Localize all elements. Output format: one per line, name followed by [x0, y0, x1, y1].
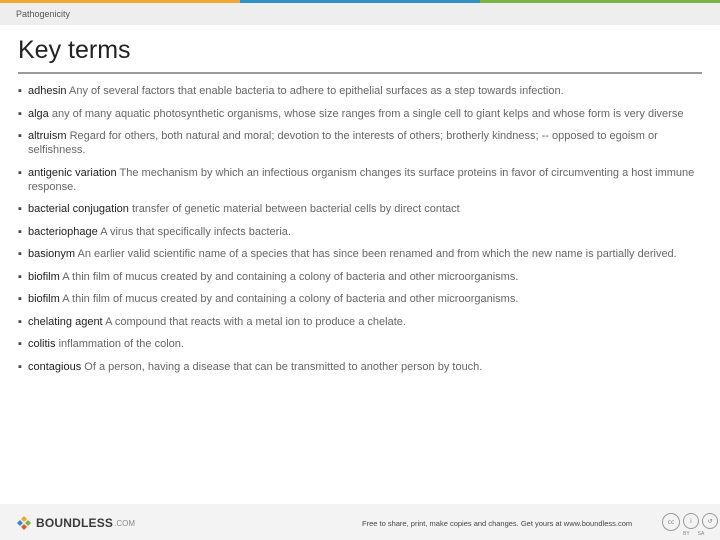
list-item	[18, 270, 702, 284]
term-name: colitis	[28, 338, 56, 350]
bullet-icon: ▪	[18, 270, 22, 283]
term-definition: Of a person, having a disease that can be transmitted to another person by touch.	[84, 360, 483, 373]
list-item	[18, 129, 702, 157]
term-definition: Any of several factors that enable bacteria to adhere to epithelial surfaces as a step towards infection.	[69, 85, 564, 97]
term-definition: transfer of genetic material between bacterial cells by direct contact	[131, 203, 460, 215]
license-label-by: BY	[683, 531, 690, 537]
cc-icon: cc	[662, 513, 680, 531]
term-definition: An earlier valid scientific name of a species that has since been renamed and from which the new name is partially derived.	[77, 248, 677, 260]
bullet-icon: ▪	[18, 203, 22, 215]
list-item	[18, 166, 702, 194]
term-definition: The mechanism by which an infectious organism changes its surface proteins in favor of circumventing a host immune response.	[28, 166, 695, 193]
term-name: adhesin	[28, 85, 67, 97]
footer	[0, 504, 720, 540]
bullet-icon: ▪	[18, 225, 22, 238]
term-name: bacterial conjugation	[28, 203, 129, 215]
term-definition: A thin film of mucus created by and containing a colony of bacteria and other microorganisms.	[62, 270, 519, 283]
bullet-icon: ▪	[18, 248, 22, 260]
bullet-icon: ▪	[18, 293, 22, 305]
bullet-icon: ▪	[18, 338, 22, 350]
term-definition: Regard for others, both natural and moral; devotion to the interests of others; brotherly kindness; -- opposed to egoism or selfishness.	[28, 130, 658, 156]
boundless-logo[interactable]	[16, 515, 135, 531]
key-terms-list	[18, 84, 702, 382]
term-definition: A virus that specifically infects bacteria.	[100, 225, 291, 238]
license-label-sa: SA	[697, 531, 705, 537]
term-name: contagious	[28, 360, 82, 373]
bullet-icon: ▪	[18, 85, 22, 97]
by-icon: i	[683, 513, 699, 529]
boundless-logo-icon	[16, 515, 32, 531]
term-name: alga	[28, 107, 49, 120]
bullet-icon: ▪	[18, 166, 22, 179]
bullet-icon: ▪	[18, 315, 22, 328]
header-band	[0, 3, 720, 25]
term-definition: inflammation of the colon.	[58, 338, 184, 350]
term-definition: A compound that reacts with a metal ion to produce a chelate.	[105, 315, 406, 328]
bullet-icon: ▪	[18, 130, 22, 142]
sa-icon: ↺	[702, 513, 718, 529]
license-labels	[683, 531, 712, 537]
bullet-icon: ▪	[18, 107, 22, 120]
list-item	[18, 107, 702, 121]
list-item	[18, 225, 702, 239]
list-item	[18, 337, 702, 351]
license-badge[interactable]	[662, 513, 718, 531]
term-name: bacteriophage	[28, 225, 98, 238]
title-divider	[18, 72, 702, 74]
term-name: biofilm	[28, 270, 60, 283]
term-name: antigenic variation	[28, 166, 117, 179]
logo-text: BOUNDLESS	[36, 516, 114, 530]
list-item	[18, 247, 702, 261]
logo-suffix: .COM	[114, 518, 136, 528]
breadcrumb: Pathogenicity	[16, 9, 71, 19]
list-item	[18, 84, 702, 98]
list-item	[18, 315, 702, 329]
term-name: chelating agent	[28, 315, 103, 328]
term-name: biofilm	[28, 293, 60, 305]
term-name: basionym	[28, 248, 76, 260]
list-item	[18, 202, 702, 216]
page-title: Key terms	[18, 36, 131, 64]
term-name: altruism	[28, 130, 67, 142]
term-definition: A thin film of mucus created by and containing a colony of bacteria and other microorganisms.	[62, 293, 519, 305]
term-definition: any of many aquatic photosynthetic organisms, whose size ranges from a single cell to giant kelps and whose form is very diverse	[51, 107, 684, 120]
bullet-icon: ▪	[18, 360, 22, 373]
list-item	[18, 292, 702, 306]
license-note: Free to share, print, make copies and changes. Get yours at www.boundless.com	[362, 519, 633, 528]
list-item	[18, 360, 702, 374]
